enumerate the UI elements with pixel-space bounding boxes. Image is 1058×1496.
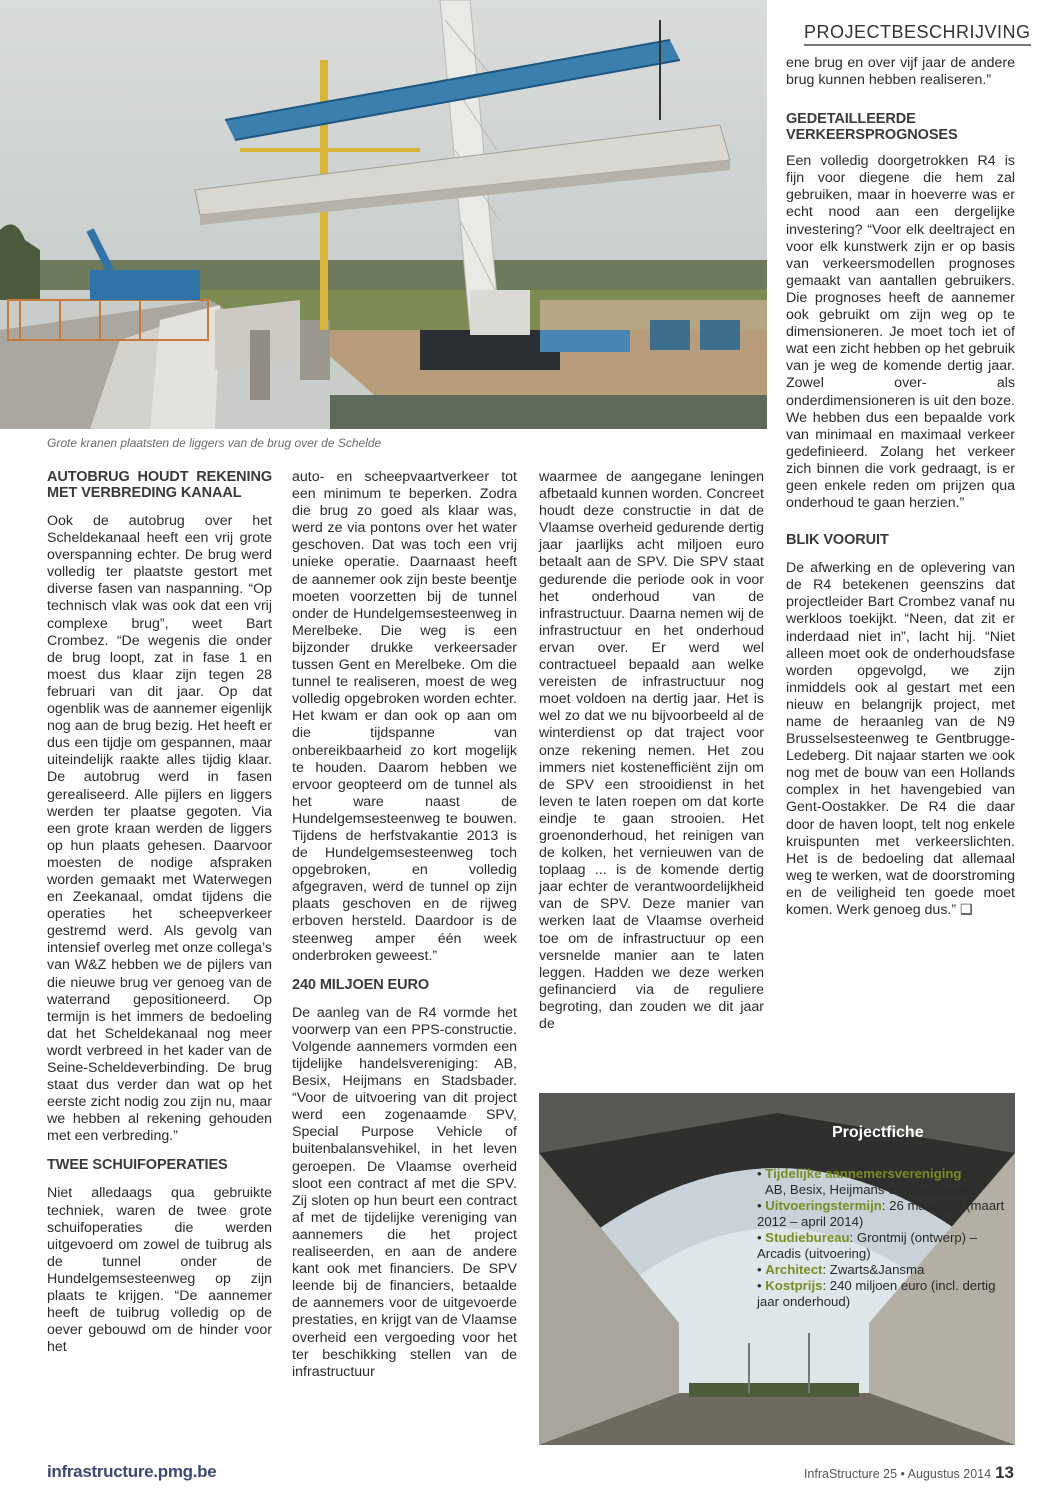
fiche-item: • Uitvoeringstermijn: 26 maanden (maart 2012 – april 2014)	[757, 1198, 1005, 1229]
column-2	[292, 469, 517, 1381]
paragraph: De afwerking en de oplevering van de R4 betekenen geenszins dat projectleider Bart Crombez vanaf nu werkloos toekijkt. “Neen, dat zit er inderdaad niet in”, lacht hij. “Niet alleen moet ook de onderhoudsfase worden opgevolgd, we zijn inmiddels ook al gestart met een nieuw en belangrijk project, met name de heraanleg van de N9 Brusselsesteenweg te Gentbrugge-Ledeberg. Dit najaar starten we ook nog met de bouw van een Hollands complex in het havengebied van Gent-Oostakker. De R4 die daar door de haven loopt, telt nog enkele kruispunten met verkeerslichten. Het is de bedoeling dat allemaal weg te werken, wat de doorstroming en de veiligheid ten goede moet komen. Werk genoeg dus.” ❑	[786, 560, 1015, 919]
fiche-item: • Kostprijs: 240 miljoen euro (incl. dertig jaar onderhoud)	[757, 1278, 996, 1309]
photo-caption: Grote kranen plaatsten de liggers van de brug over de Schelde	[47, 436, 382, 450]
issue-label: InfraStructure 25 • Augustus 2014	[803, 1467, 992, 1481]
paragraph: Een volledig doorgetrokken R4 is fijn voor diegene die hem zal gebruiken, maar in hoeverre was er echt nood aan een dergelijke investering? “Voor elk deeltraject en voor elk kunstwerk zijn er op basis van verkeersmodellen prognoses gemaakt van aantallen gebruikers. Die prognoses heeft de aannemer ook gebruikt om zijn weg op te dimensioneren. Je moet toch iet of wat een zicht hebben op het gebruik van je weg de komende dertig jaar. Zowel over- als onderdimensioneren is uit den boze. We hebben dus een bepaalde vork van minimaal en maximaal verkeer gedefinieerd. Zolang het verkeer zich binnen die vork gedraagt, is er geen enkele reden om prijzen qua onderhoud te gaan herzien.”	[786, 153, 1015, 512]
fiche-item-value: AB, Besix, Heijmans en Stadsbader	[765, 1182, 974, 1197]
heading-schuifoperaties: TWEE SCHUIFOPERATIES	[47, 1157, 228, 1174]
heading-autobrug: AUTOBRUG HOUDT REKENING MET VERBREDING KANAAL	[47, 469, 272, 501]
paragraph: De aanleg van de R4 vormde het voorwerp van een PPS-constructie. Volgende aannemers vormden een tijdelijke handelsvereniging: AB, Besix, Heijmans en Stadsbader. “Voor de uitvoering van dit project werd een zogenaamde SPV, Special Purpose Vehicle of buitenbalansvehikel, in het leven geroepen. De Vlaamse overheid sloot een contract af met die SPV. Zij sloten op hun beurt een contract af met de tijdelijke vereniging van aannemers die het project realiseerden, en aan de andere kant ook met financiers. De SPV leende bij de financiers, betaalde de aannemers voor de uitgevoerde prestaties, en krijgt van de Vlaamse overheid een vergoeding voor het ter beschikking stellen van de infrastructuur	[292, 1004, 517, 1380]
column-4	[786, 55, 1015, 919]
crane-bridge-photo	[0, 0, 767, 429]
page-number: 13	[995, 1463, 1014, 1482]
column-3	[539, 469, 764, 1033]
fiche-item: • Architect: Zwarts&Jansma	[757, 1262, 925, 1277]
paragraph: Ook de autobrug over het Scheldekanaal heeft een vrij grote overspanning echter. De brug werd volledig ter plaatste gestort met diverse fasen van naspanning. “Op technisch vlak was ook dat een vrij complexe brug”, weet Bart Crombez. “De wegenis die onder de brug loopt, zat in fase 1 en moest dus klaar zijn tegen 28 februari van dit jaar. Op dat ogenblik was de aannemer eigenlijk nog aan de brug bezig. Het heeft er dus een tijdje om gespannen, maar uiteindelijk raakte alles tijdig klaar. De autobrug werd in fasen gerealiseerd. Alle pijlers en liggers werden ter plaatse gegoten. Via een grote kraan werden de liggers op hun plaats gehesen. Daarvoor moesten de nodige afspraken worden gemaakt met Waterwegen en Zeekanaal, omdat tijdens die operaties het scheepverkeer gestremd werd. Als gevolg van intensief overleg met onze collega’s van W&Z hebben we de pijlers van die nieuwe brug ver genoeg van de waterrand gepositioneerd. Op termijn is het immers de bedoeling dat het Scheldekanaal nog meer wordt verbreed in het kader van de Seine-Scheldeverbinding. De brug staat dus verder dan wat op het eerste zicht nodig zou zijn nu, maar we hebben al rekening gehouden met een verbreding.”	[47, 513, 272, 1145]
footer-issue	[804, 1463, 1014, 1483]
heading-miljoen: 240 MILJOEN EURO	[292, 976, 429, 993]
column-1	[47, 469, 272, 1356]
paragraph: auto- en scheepvaartverkeer tot een minimum te beperken. Zodra die brug zo goed als klaar was, werd ze via pontons over het water geschoven. Dat was toch een vrij unieke operatie. Daarnaast heeft de aannemer ook zijn beste beentje moeten voorzetten bij de tunnel onder de Hundelgemsesteenweg in Merelbeke. Die weg is een bijzonder drukke verkeersader tussen Gent en Merelbeke. Om die tunnel te realiseren, moest de weg volledig opgebroken worden echter. Het kwam er dan ook op aan om die tijdspanne van onbereikbaarheid zo kort mogelijk te houden. Daarom hebben we ervoor geopteerd om de tunnel als het ware naast de Hundelgemsesteenweg te bouwen. Tijdens de herfstvakantie 2013 is de Hundelgemsesteenweg toch opgebroken, en volledig afgegraven, werd de tunnel op zijn plaats geschoven en de rijweg erboven hersteld. Daardoor is de steenweg amper één week onderbroken geweest.”	[292, 469, 517, 964]
paragraph: Niet alledaags qua gebruikte techniek, waren de twee grote schuifoperaties die werden uitgevoerd om zowel de tuibrug als de tunnel onder de Hundelgemsesteenweg op zijn plaats te krijgen. “De aannemer heeft de tuibrug volledig op de oever gebouwd om de hinder voor het	[47, 1185, 272, 1356]
section-label: PROJECTBESCHRIJVING	[804, 22, 1031, 46]
heading-blik-vooruit: BLIK VOORUIT	[786, 532, 889, 549]
fiche-item: • Tijdelijke aannemersvereniging:	[757, 1166, 966, 1181]
paragraph: waarmee de aangegane leningen afbetaald kunnen worden. Concreet houdt deze constructie in dat de Vlaamse overheid gedurende dertig jaar jaarlijks acht miljoen euro betaalt aan de SPV. Die SPV staat gedurende die periode ook in voor het onderhoud van de infrastructuur. Daarna nemen wij de infrastructuur en het onderhoud ervan over. Er werd wel contractueel bepaald aan welke vereisten de infrastructuur nog moet voldoen na dertig jaar. Het is wel zo dat we nu bijvoorbeeld al de winterdienst op dat traject voor onze rekening nemen. Het zou immers niet kostenefficiënt zijn om de SPV een strooidienst in het leven te laten roepen om dat korte eindje te gaan strooien. Het groenonderhoud, het reinigen van de kolken, het vernieuwen van de toplaag ... is de komende dertig jaar echter de verantwoordelijkheid van de SPV. Deze manier van werken laat de Vlaamse overheid toe om de infrastructuur op een versnelde manier aan te laten leggen. Hadden we deze werken gefinancierd via de reguliere begroting, dan zouden we dit jaar de	[539, 469, 764, 1032]
footer-url[interactable]: infrastructure.pmg.be	[47, 1462, 217, 1481]
projectfiche-list	[757, 1166, 1015, 1310]
heading-verkeersprognoses: GEDETAILLEERDE VERKEERSPROGNOSES	[786, 111, 958, 144]
fiche-item: • Studiebureau: Grontmij (ontwerp) – Arcadis (uitvoering)	[757, 1230, 978, 1261]
projectfiche-title: Projectfiche	[832, 1124, 924, 1141]
paragraph: ene brug en over vijf jaar de andere brug kunnen hebben realiseren.”	[786, 55, 1015, 89]
